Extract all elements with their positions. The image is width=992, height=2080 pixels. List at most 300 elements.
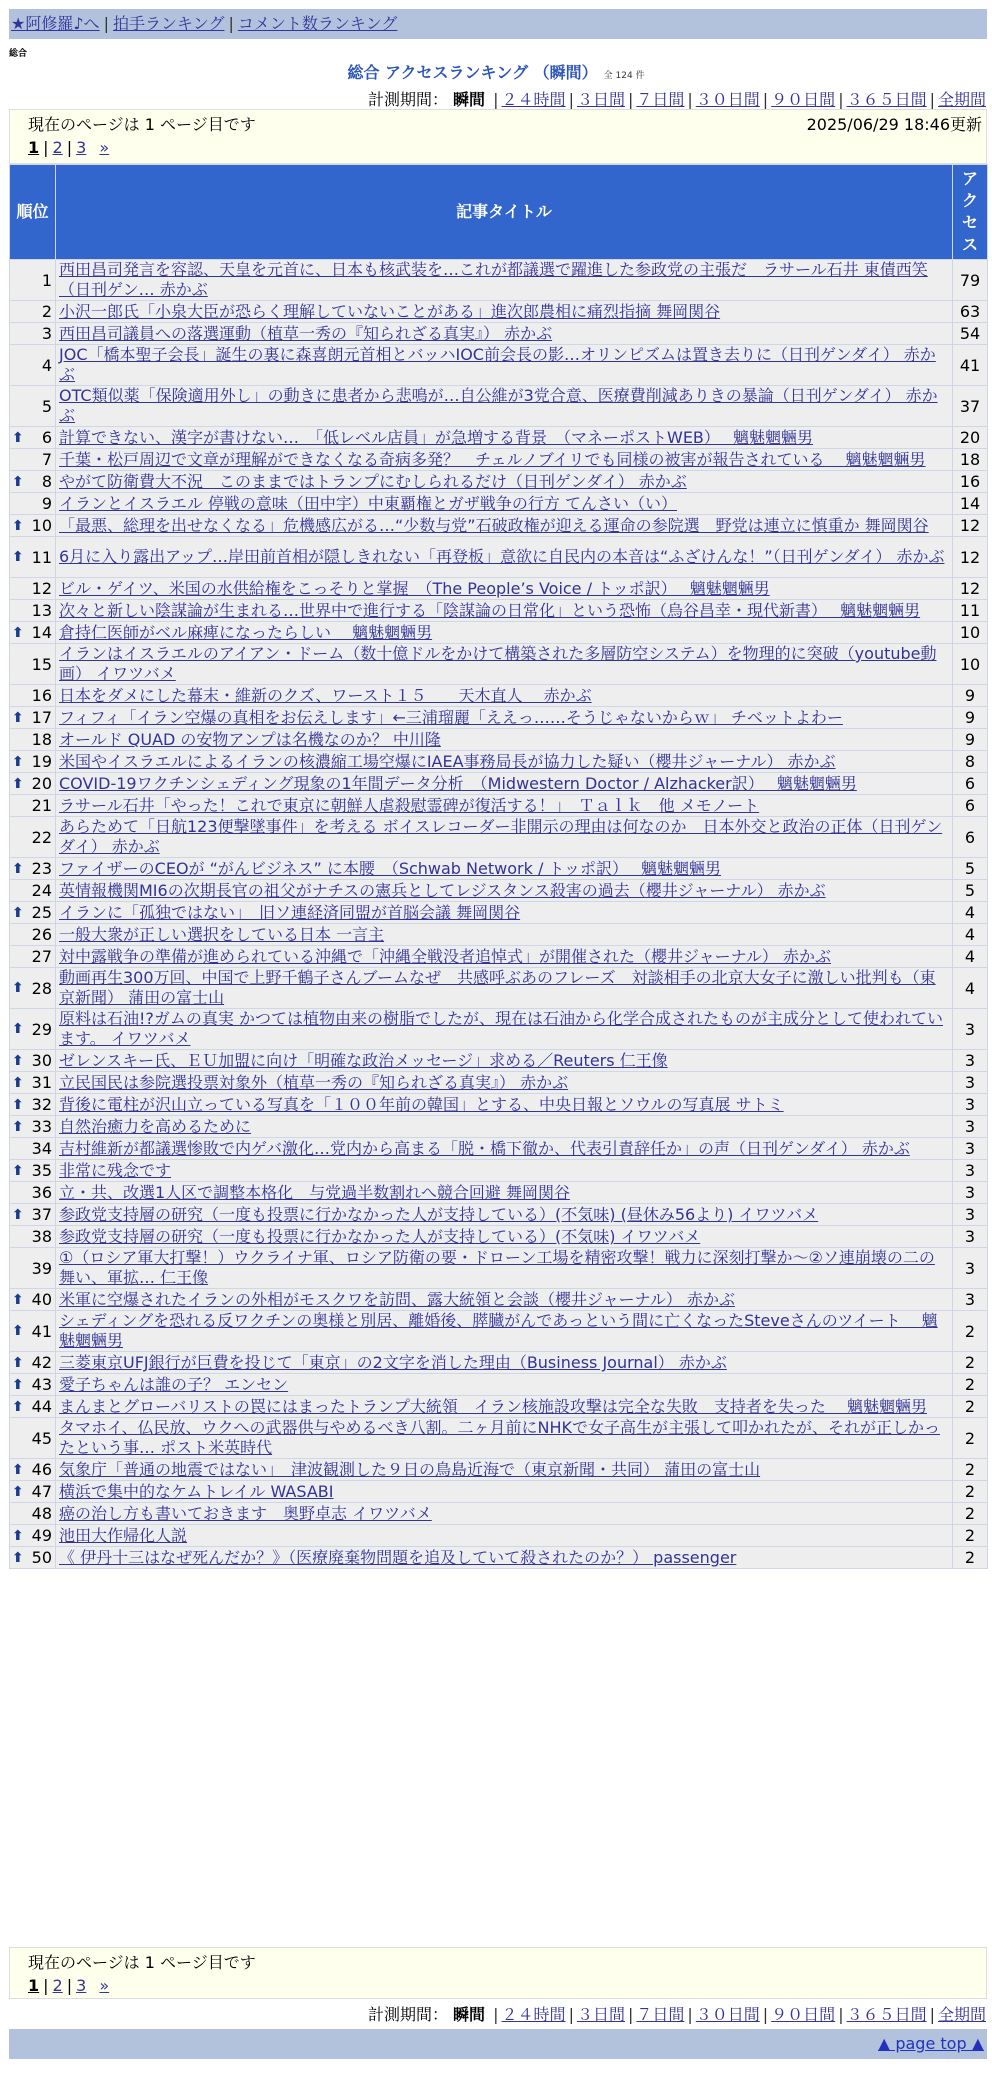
rank-cell <box>10 1182 56 1204</box>
access-count: 2 <box>953 1459 988 1481</box>
rank-number: 5 <box>41 396 52 416</box>
rank-cell <box>10 427 56 449</box>
category-tag: 総合 <box>9 49 28 59</box>
table-row <box>10 1547 988 1569</box>
article-link[interactable]: オールド QUAD の安物アンプは名機なのか？ 中川隆 <box>59 730 441 749</box>
table-row <box>10 1094 988 1116</box>
article-link[interactable]: 西田昌司議員への落選運動（植草一秀の『知られざる真実』） 赤かぶ <box>59 324 553 343</box>
rank-number: 22 <box>31 827 52 847</box>
rank-up-arrow-icon: ⬆ <box>12 860 24 877</box>
rank-up-arrow-icon: ⬆ <box>12 1483 24 1500</box>
period-link[interactable]: ２４時間 <box>501 90 566 109</box>
rank-up-arrow-icon: ⬆ <box>12 549 24 565</box>
period-link[interactable]: ３０日間 <box>695 2005 760 2024</box>
rank-up-arrow-icon: ⬆ <box>12 624 24 641</box>
col-access-header: アクセス <box>953 165 988 260</box>
article-link[interactable]: 非常に残念です <box>59 1161 172 1180</box>
access-count: 12 <box>953 515 988 537</box>
article-link[interactable]: あらためて「日航123便撃墜事件」を考える ボイスレコーダー非開示の理由は何なのか 日本外交と政治の正体（日刊ゲンダイ） 赤かぶ <box>59 817 943 856</box>
rank-up-arrow-icon: ⬆ <box>12 980 24 996</box>
rank-number: 32 <box>31 1095 52 1114</box>
rank-cell <box>10 1072 56 1094</box>
table-row <box>10 858 988 880</box>
rank-cell <box>10 729 56 751</box>
article-link[interactable]: 癌の治し方も書いておきます 奥野卓志 イワツバメ <box>59 1504 432 1523</box>
access-count: 2 <box>953 1525 988 1547</box>
access-count: 41 <box>953 345 988 386</box>
rank-up-arrow-icon: ⬆ <box>12 429 24 446</box>
article-link[interactable]: 計算できない、漢字が書けない… 「低レベル店員」が急増する背景 （マネーポストWEB） 魑魅魍魎男 <box>59 428 813 447</box>
title-cell <box>56 345 953 386</box>
rank-up-arrow-icon: ⬆ <box>12 1376 24 1393</box>
article-link[interactable]: 原料は石油!?ガムの真実 かつては植物由来の樹脂でしたが、現在は石油から化学合成されたものが主成分として使われています。 イワツバメ <box>59 1009 943 1048</box>
table-row <box>10 1009 988 1050</box>
rank-cell <box>10 537 56 578</box>
rank-number: 49 <box>31 1526 52 1545</box>
title-cell <box>56 537 953 578</box>
rank-cell <box>10 301 56 323</box>
article-link[interactable]: イランに「孤独ではない」 旧ソ連経済同盟が首脳会議 舞岡関谷 <box>59 903 521 922</box>
article-link[interactable]: ビル・ゲイツ、米国の水供給権をこっそりと掌握 （The People’s Voice / トッポ訳） 魑魅魍魎男 <box>59 579 770 598</box>
table-row <box>10 1352 988 1374</box>
title-cell <box>56 1311 953 1352</box>
title-cell <box>56 622 953 644</box>
access-count: 3 <box>953 1160 988 1182</box>
period-current: 瞬間 <box>453 90 486 109</box>
table-row <box>10 902 988 924</box>
separator: | <box>687 2005 693 2024</box>
table-row <box>10 1459 988 1481</box>
next-page-link[interactable]: » <box>99 1976 110 1995</box>
access-count: 4 <box>953 902 988 924</box>
title-cell <box>56 1459 953 1481</box>
access-count: 9 <box>953 685 988 707</box>
article-link[interactable]: 「最悪、総理を出せなくなる」危機感広がる…“少数与党”石破政権が迎える運命の参院選 野党は連立に慎重か 舞岡関谷 <box>59 516 929 535</box>
title-cell <box>56 795 953 817</box>
rank-up-arrow-icon: ⬆ <box>12 1074 24 1091</box>
rank-cell <box>10 880 56 902</box>
title-cell <box>56 1547 953 1569</box>
access-count: 18 <box>953 449 988 471</box>
rank-number: 6 <box>41 428 52 447</box>
access-count: 63 <box>953 301 988 323</box>
ranking-title: 総合 アクセスランキング （瞬間） <box>347 63 598 82</box>
rank-cell <box>10 1374 56 1396</box>
rank-number: 29 <box>31 1019 52 1039</box>
rank-cell <box>10 858 56 880</box>
rank-number: 35 <box>31 1161 52 1180</box>
pagination: 1 | 2 | 3 » <box>28 138 110 157</box>
title-cell <box>56 946 953 968</box>
article-link[interactable]: フィフィ「イラン空爆の真相をお伝えします」←三浦瑠麗「ええっ……そうじゃないからｗ」 チベットよわー <box>59 708 843 727</box>
table-row <box>10 1418 988 1459</box>
period-link[interactable]: ９０日間 <box>771 90 836 109</box>
table-row <box>10 1481 988 1503</box>
table-row <box>10 1396 988 1418</box>
period-link[interactable]: ３６５日間 <box>846 2005 927 2024</box>
title-cell <box>56 1116 953 1138</box>
article-link[interactable]: 参政党支持層の研究（一度も投票に行かなかった人が支持している）(不気味) (昼休み56より) イワツバメ <box>59 1205 819 1224</box>
period-link[interactable]: 全期間 <box>937 2005 986 2024</box>
access-count: 10 <box>953 644 988 685</box>
article-link[interactable]: ラサール石井「やった！これで東京に朝鮮人虐殺慰霊碑が復活する！」 Ｔａｌｋ 他 メモノート <box>59 796 760 815</box>
article-link[interactable]: 千葉・松戸周辺で文章が理解ができなくなる奇病多発？ チェルノブイリでも同様の被害が報告されている 魑魅魍魎男 <box>59 450 926 469</box>
table-row <box>10 946 988 968</box>
rank-cell <box>10 493 56 515</box>
period-label: 計測期間： <box>367 90 448 109</box>
rank-number: 8 <box>41 472 52 491</box>
rank-number: 7 <box>41 450 52 469</box>
rank-cell <box>10 622 56 644</box>
rank-number: 50 <box>31 1548 52 1567</box>
rank-cell <box>10 1204 56 1226</box>
access-count: 5 <box>953 858 988 880</box>
rank-number: 34 <box>31 1139 52 1158</box>
rank-up-arrow-icon: ⬆ <box>12 1354 24 1371</box>
table-row <box>10 1289 988 1311</box>
table-row <box>10 260 988 301</box>
rank-number: 28 <box>31 978 52 998</box>
article-link[interactable]: 小沢一郎氏「小泉大臣が恐らく理解していないことがある」進次郎農相に痛烈指摘 舞岡関谷 <box>59 302 721 321</box>
table-row <box>10 924 988 946</box>
access-count: 12 <box>953 537 988 578</box>
rank-cell <box>10 323 56 345</box>
access-count: 2 <box>953 1503 988 1525</box>
article-link[interactable]: 池田大作帰化人説 <box>59 1526 188 1545</box>
period-link[interactable]: ７日間 <box>636 90 685 109</box>
access-count: 20 <box>953 427 988 449</box>
rank-number: 13 <box>31 601 52 620</box>
period-current: 瞬間 <box>453 2005 486 2024</box>
pager-panel-top <box>9 109 987 164</box>
rank-number: 18 <box>31 730 52 749</box>
separator: | <box>627 90 634 109</box>
period-link[interactable]: ２４時間 <box>501 2005 566 2024</box>
rank-cell <box>10 1525 56 1547</box>
access-count: 2 <box>953 1374 988 1396</box>
page-link-2[interactable]: 2 <box>52 138 63 157</box>
title-cell <box>56 924 953 946</box>
period-link[interactable]: 全期間 <box>937 90 986 109</box>
title-cell <box>56 685 953 707</box>
article-link[interactable]: 気象庁「普通の地震ではない」 津波観測した９日の鳥島近海で（東京新聞・共同） 蒲田の富士山 <box>59 1460 761 1479</box>
rank-cell <box>10 1547 56 1569</box>
access-count: 2 <box>953 1481 988 1503</box>
rank-number: 16 <box>31 686 52 705</box>
table-row <box>10 1374 988 1396</box>
access-count: 3 <box>953 1050 988 1072</box>
article-link[interactable]: やがて防衛費大不況 このままではトランプにむしられるだけ（日刊ゲンダイ） 赤かぶ <box>59 472 687 491</box>
access-count: 3 <box>953 1289 988 1311</box>
article-link[interactable]: シェディングを恐れる反ワクチンの奥様と別居、離婚後、膵臓がんであっという間に亡くなったSteveさんのツイート 魑魅魍魎男 <box>59 1311 938 1350</box>
table-row <box>10 644 988 685</box>
article-link[interactable]: 三菱東京UFJ銀行が巨費を投じて「東京」の2文字を消した理由（Business Journal） 赤かぶ <box>59 1353 727 1372</box>
access-count: 2 <box>953 1352 988 1374</box>
rank-up-arrow-icon: ⬆ <box>12 709 24 726</box>
rank-number: 41 <box>31 1321 52 1341</box>
period-selector-top <box>368 87 986 110</box>
page-current: 1 <box>28 1976 40 1995</box>
next-page-link[interactable]: » <box>99 138 110 157</box>
title-cell <box>56 301 953 323</box>
rank-cell <box>10 1094 56 1116</box>
title-cell <box>56 1248 953 1289</box>
table-row <box>10 1311 988 1352</box>
rank-number: 25 <box>31 903 52 922</box>
title-cell <box>56 1009 953 1050</box>
article-link[interactable]: 動画再生300万回、中国で上野千鶴子さんブームなぜ 共感呼ぶあのフレーズ 対談相手の北京大女子に激しい批判も（東京新聞） 蒲田の富士山 <box>59 968 936 1007</box>
access-count: 6 <box>953 773 988 795</box>
separator: | <box>568 90 574 109</box>
access-count: 2 <box>953 1396 988 1418</box>
table-row <box>10 1072 988 1094</box>
access-count: 3 <box>953 1226 988 1248</box>
access-count: 14 <box>953 493 988 515</box>
ranking-table <box>9 164 988 1569</box>
rank-number: 23 <box>31 859 52 878</box>
article-link[interactable]: 参政党支持層の研究（一度も投票に行かなかった人が支持している）(不気味) イワツバメ <box>59 1227 701 1246</box>
title-cell <box>56 1352 953 1374</box>
article-link[interactable]: ファイザーのCEOが “がんビジネス” に本腰 （Schwab Network / トッポ訳） 魑魅魍魎男 <box>59 859 722 878</box>
rank-number: 46 <box>31 1460 52 1479</box>
table-row <box>10 968 988 1009</box>
access-count: 6 <box>953 795 988 817</box>
rank-cell <box>10 1138 56 1160</box>
period-link[interactable]: ３６５日間 <box>846 90 927 109</box>
rank-up-arrow-icon: ⬆ <box>12 1118 24 1135</box>
rank-number: 2 <box>41 302 52 321</box>
title-cell <box>56 471 953 493</box>
period-label: 計測期間： <box>367 2005 448 2024</box>
rank-number: 21 <box>31 796 52 815</box>
separator: | <box>568 2005 574 2024</box>
rank-number: 47 <box>31 1482 52 1501</box>
period-link[interactable]: ９０日間 <box>771 2005 836 2024</box>
article-link[interactable]: ①（ロシア軍大打撃！）ウクライナ軍、ロシア防衛の要・ドローン工場を精密攻撃！戦力に深刻打撃か～②ソ連崩壊の二の舞い、軍拡… 仁王像 <box>59 1248 935 1287</box>
rank-up-arrow-icon: ⬆ <box>12 1527 24 1544</box>
table-row <box>10 1226 988 1248</box>
home-link[interactable]: ★阿修羅♪へ <box>11 14 100 33</box>
article-link[interactable]: 《 伊丹十三はなぜ死んだか？》（医療廃棄物問題を追及していて殺されたのか？） passenger <box>59 1548 737 1567</box>
article-link[interactable]: JOC「橋本聖子会長」誕生の裏に森喜朗元首相とバッハIOC前会長の影…オリンピズムは置き去りに（日刊ゲンダイ） 赤かぶ <box>59 345 936 384</box>
rank-number: 48 <box>31 1504 52 1523</box>
article-link[interactable]: 立民国民は参院選投票対象外（植草一秀の『知られざる真実』） 赤かぶ <box>59 1073 569 1092</box>
access-count: 3 <box>953 1072 988 1094</box>
table-row <box>10 493 988 515</box>
separator: | <box>762 2005 769 2024</box>
rank-number: 17 <box>31 708 52 727</box>
period-link[interactable]: ３日間 <box>576 90 625 109</box>
access-count: 10 <box>953 622 988 644</box>
page-link-3[interactable]: 3 <box>76 1976 87 1995</box>
col-title-header: 記事タイトル <box>56 165 953 260</box>
title-cell <box>56 1204 953 1226</box>
article-link[interactable]: 対中露戦争の準備が進められている沖縄で「沖縄全戦没者追悼式」が開催された（櫻井ジャーナル） 赤かぶ <box>59 947 831 966</box>
table-row <box>10 817 988 858</box>
table-row <box>10 1204 988 1226</box>
article-link[interactable]: イランとイスラエル 停戦の意味（田中宇）中東覇権とガザ戦争の行方 てんさい（い） <box>59 494 678 513</box>
rank-cell <box>10 386 56 427</box>
rank-number: 27 <box>31 947 52 966</box>
page-link-3[interactable]: 3 <box>76 138 87 157</box>
article-link[interactable]: 立・共、改選1人区で調整本格化 与党過半数割れへ競合回避 舞岡関谷 <box>59 1183 570 1202</box>
table-row <box>10 600 988 622</box>
title-cell <box>56 751 953 773</box>
title-cell <box>56 1050 953 1072</box>
access-count: 2 <box>953 1418 988 1459</box>
rank-number: 31 <box>31 1073 52 1092</box>
access-count: 54 <box>953 323 988 345</box>
rank-up-arrow-icon: ⬆ <box>12 1052 24 1069</box>
article-link[interactable]: まんまとグローバリストの罠にはまったトランプ大統領 イラン核施設攻撃は完全な失敗 支持者を失った 魑魅魍魎男 <box>59 1397 927 1416</box>
access-count: 37 <box>953 386 988 427</box>
article-link[interactable]: COVID-19ワクチンシェディング現象の1年間データ分析 （Midwestern Doctor / Alzhacker訳） 魑魅魍魎男 <box>59 774 857 793</box>
table-row <box>10 323 988 345</box>
access-count: 5 <box>953 880 988 902</box>
rank-number: 38 <box>31 1227 52 1246</box>
rank-number: 43 <box>31 1375 52 1394</box>
article-link[interactable]: 英情報機関MI6の次期長官の祖父がナチスの憲兵としてレジスタンス殺害の過去（櫻井ジャーナル） 赤かぶ <box>59 881 826 900</box>
period-link[interactable]: ３日間 <box>576 2005 625 2024</box>
rank-number: 14 <box>31 623 52 642</box>
rank-cell <box>10 773 56 795</box>
rank-cell <box>10 1311 56 1352</box>
access-count: 2 <box>953 1547 988 1569</box>
title-cell <box>56 1481 953 1503</box>
title-cell <box>56 1418 953 1459</box>
applause-ranking-link[interactable]: 拍手ランキング <box>112 14 225 33</box>
page-status: 現在のページは 1 ページ目です <box>28 1953 256 1972</box>
rank-cell <box>10 1160 56 1182</box>
title-cell <box>56 1525 953 1547</box>
rank-cell <box>10 1116 56 1138</box>
article-link[interactable]: ゼレンスキー氏、ＥＵ加盟に向け「明確な政治メッセージ」求める／Reuters 仁王像 <box>59 1051 668 1070</box>
rank-cell <box>10 1352 56 1374</box>
title-cell <box>56 1160 953 1182</box>
article-link[interactable]: 日本をダメにした幕末・維新のクズ、ワースト１５ 天木直人 赤かぶ <box>59 686 592 705</box>
article-link[interactable]: 吉村維新が都議選惨敗で内ゲバ激化…党内から高まる「脱・橋下徹か、代表引責辞任か」の声（日刊ゲンダイ） 赤かぶ <box>59 1139 910 1158</box>
table-row <box>10 1182 988 1204</box>
article-link[interactable]: 米軍に空爆されたイランの外相がモスクワを訪問、露大統領と会談（櫻井ジャーナル） 赤かぶ <box>59 1290 735 1309</box>
separator: | <box>493 2005 499 2024</box>
rank-up-arrow-icon: ⬆ <box>12 1549 24 1566</box>
access-count: 3 <box>953 1248 988 1289</box>
rank-cell <box>10 644 56 685</box>
rank-number: 24 <box>31 881 52 900</box>
article-link[interactable]: 自然治癒力を高めるために <box>59 1117 252 1136</box>
separator: | <box>493 90 499 109</box>
table-row <box>10 707 988 729</box>
rank-number: 1 <box>41 270 52 290</box>
separator: | <box>103 14 109 33</box>
title-cell <box>56 260 953 301</box>
table-row <box>10 880 988 902</box>
rank-cell <box>10 685 56 707</box>
rank-cell <box>10 1459 56 1481</box>
rank-number: 39 <box>31 1258 52 1278</box>
title-cell <box>56 600 953 622</box>
article-link[interactable]: OTC類似薬「保険適用外し」の動きに患者から悲鳴が…自公維が3党合意、医療費削減ありきの暴論（日刊ゲンダイ） 赤かぶ <box>59 386 938 425</box>
article-link[interactable]: 背後に電柱が沢山立っている写真を「１００年前の韓国」とする、中央日報とソウルの写真展 サトミ <box>59 1095 784 1114</box>
rank-number: 37 <box>31 1205 52 1224</box>
rank-up-arrow-icon: ⬆ <box>12 1461 24 1478</box>
pager-panel-bottom <box>9 1947 987 1999</box>
article-link[interactable]: タマホイ、仏民放、ウクへの武器供与やめるべき八割。二ヶ月前にNHKで女子高生が主張して叩かれたが、それが正しかったという事… ポスト米英時代 <box>59 1418 941 1457</box>
rank-up-arrow-icon: ⬆ <box>12 1021 24 1037</box>
access-count: 9 <box>953 729 988 751</box>
rank-cell <box>10 1009 56 1050</box>
title-cell <box>56 1072 953 1094</box>
rank-number: 19 <box>31 752 52 771</box>
article-link[interactable]: イランはイスラエルのアイアン・ドーム（数十億ドルをかけて構築された多層防空システム）を物理的に突破（youtube動画） イワツバメ <box>59 644 937 683</box>
page-title <box>0 60 992 83</box>
rank-number: 33 <box>31 1117 52 1136</box>
access-count: 12 <box>953 578 988 600</box>
article-link[interactable]: 6月に入り露出アップ…岸田前首相が隠しきれない「再登板」意欲に自民内の本音は“ふざけんな！”（日刊ゲンダイ） 赤かぶ <box>59 547 945 566</box>
rank-up-arrow-icon: ⬆ <box>12 775 24 792</box>
rank-number: 45 <box>31 1428 52 1448</box>
access-count: 3 <box>953 1182 988 1204</box>
separator: | <box>228 14 234 33</box>
access-count: 3 <box>953 1094 988 1116</box>
rank-number: 12 <box>31 579 52 598</box>
table-row <box>10 301 988 323</box>
article-link[interactable]: 倉持仁医師がベル麻痺になったらしい 魑魅魍魎男 <box>59 623 433 642</box>
title-cell <box>56 386 953 427</box>
rank-number: 10 <box>31 516 52 535</box>
period-link[interactable]: ３０日間 <box>695 90 760 109</box>
title-cell <box>56 515 953 537</box>
rank-cell <box>10 1248 56 1289</box>
article-link[interactable]: 横浜で集中的なケムトレイル WASABI <box>59 1482 334 1501</box>
rank-up-arrow-icon: ⬆ <box>12 1323 24 1339</box>
article-link[interactable]: 次々と新しい陰謀論が生まれる…世界中で進行する「陰謀論の日常化」という恐怖（烏谷昌幸・現代新書） 魑魅魍魎男 <box>59 601 921 620</box>
rank-number: 11 <box>31 547 52 567</box>
page-link-2[interactable]: 2 <box>52 1976 63 1995</box>
rank-cell <box>10 902 56 924</box>
rank-number: 3 <box>41 324 52 343</box>
rank-number: 4 <box>41 355 52 375</box>
article-link[interactable]: 一般大衆が正しい選択をしている日本 一言主 <box>59 925 385 944</box>
page-top-link[interactable]: ▲ page top ▲ <box>877 2034 984 2053</box>
table-row <box>10 1138 988 1160</box>
table-row <box>10 471 988 493</box>
table-row <box>10 795 988 817</box>
comment-ranking-link[interactable]: コメント数ランキング <box>237 14 398 33</box>
rank-up-arrow-icon: ⬆ <box>12 753 24 770</box>
rank-cell <box>10 1481 56 1503</box>
table-row <box>10 685 988 707</box>
article-link[interactable]: 愛子ちゃんは誰の子？ エンセン <box>59 1375 289 1394</box>
table-row <box>10 751 988 773</box>
title-cell <box>56 707 953 729</box>
article-link[interactable]: 米国やイスラエルによるイランの核濃縮工場空爆にIAEA事務局長が協力した疑い（櫻井ジャーナル） 赤かぶ <box>59 752 836 771</box>
access-count: 2 <box>953 1311 988 1352</box>
table-row <box>10 1503 988 1525</box>
period-link[interactable]: ７日間 <box>636 2005 685 2024</box>
table-row <box>10 427 988 449</box>
rank-up-arrow-icon: ⬆ <box>12 1398 24 1415</box>
separator: | <box>687 90 693 109</box>
separator: | <box>627 2005 634 2024</box>
rank-number: 9 <box>41 494 52 513</box>
article-link[interactable]: 西田昌司発言を容認、天皇を元首に、日本も核武装を…これが都議選で躍進した参政党の主張だ ラサール石井 東債西笑（日刊ゲン… 赤かぶ <box>59 260 928 299</box>
title-cell <box>56 1226 953 1248</box>
title-cell <box>56 493 953 515</box>
period-selector-bottom <box>368 2002 986 2025</box>
page-status: 現在のページは 1 ページ目です <box>28 115 256 134</box>
table-row <box>10 1116 988 1138</box>
